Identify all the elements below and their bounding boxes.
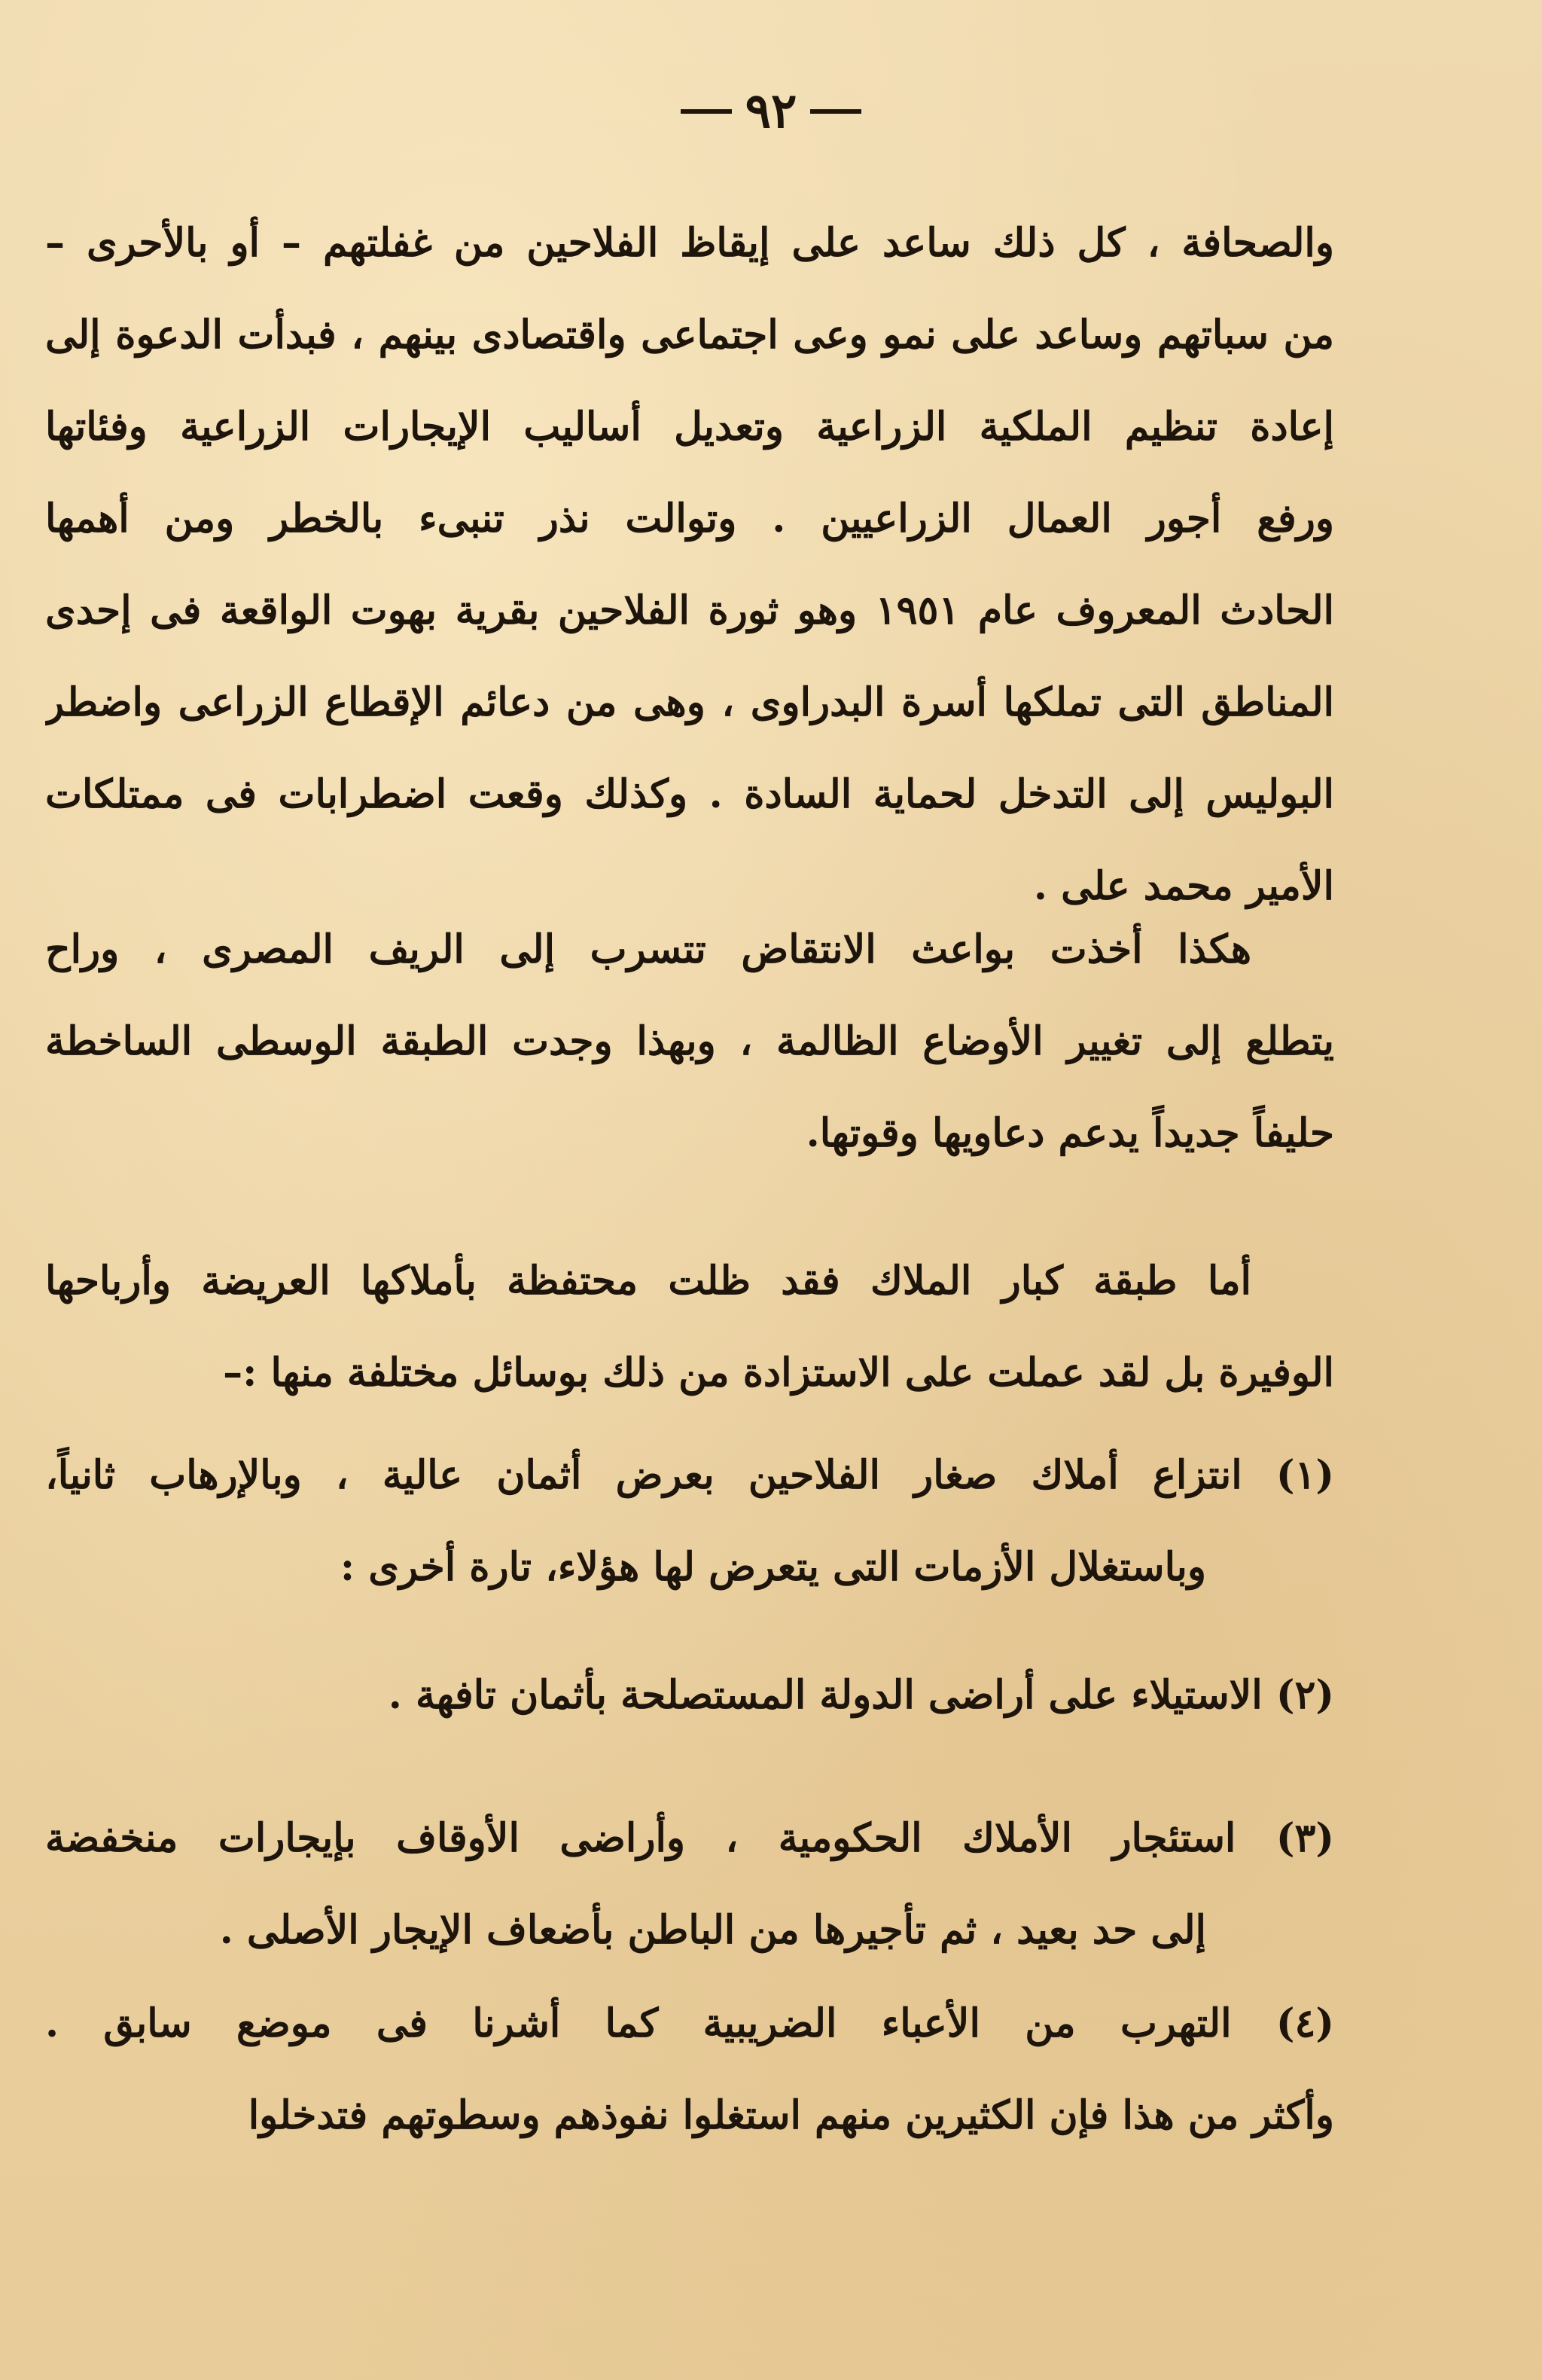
text-line: حليفاً جديداً يدعم دعاويها وقوتها.: [806, 1110, 1334, 1156]
page-number-value: ٩٢: [745, 83, 797, 139]
list-item-3: [45, 1793, 1334, 1976]
text-line: (٣) استئجار الأملاك الحكومية ، وأراضى الأوقاف بإيجارات منخفضة: [45, 1815, 1334, 1861]
text-line: وأكثر من هذا فإن الكثيرين منهم استغلوا نفوذهم وسطوتهم فتدخلوا: [248, 2092, 1334, 2138]
text-line: (٢) الاستيلاء على أراضى الدولة المستصلحة بأثمان تافهة .: [388, 1672, 1334, 1718]
page-number-dash-left: [681, 109, 732, 114]
text-line: الحادث المعروف عام ١٩٥١ وهو ثورة الفلاحين بقرية بهوت الواقعة فى إحدى: [45, 587, 1334, 633]
paragraph-rural-unrest: [45, 904, 1334, 1179]
text-line: الوفيرة بل لقد عملت على الاستزادة من ذلك بوسائل مختلفة منها :–: [223, 1350, 1334, 1396]
text-line: وباستغلال الأزمات التى يتعرض لها هؤلاء، تارة أخرى :: [340, 1544, 1206, 1590]
text-line: من سباتهم وساعد على نمو وعى اجتماعى واقتصادى بينهم ، فبدأت الدعوة إلى: [45, 312, 1334, 358]
text-line: إلى حد بعيد ، ثم تأجيرها من الباطن بأضعاف الإيجار الأصلى .: [219, 1907, 1206, 1953]
paragraph-intro: [45, 197, 1334, 932]
paragraph-landowners: [45, 1235, 1334, 1419]
list-item-4: [45, 1978, 1334, 2162]
list-item-1: [45, 1430, 1334, 1613]
list-item-2: [45, 1649, 1334, 1741]
text-line: ورفع أجور العمال الزراعيين . وتوالت نذر تنبىء بالخطر ومن أهمها: [45, 496, 1334, 542]
text-line: إعادة تنظيم الملكية الزراعية وتعديل أساليب الإيجارات الزراعية وفئاتها: [45, 404, 1334, 450]
text-line: الأمير محمد على .: [1033, 863, 1334, 909]
text-line: (٤) التهرب من الأعباء الضريبية كما أشرنا فى موضع سابق .: [45, 2000, 1334, 2046]
page-number: [0, 79, 1542, 139]
text-line: أما طبقة كبار الملاك فقد ظلت محتفظة بأملاكها العريضة وأرباحها: [45, 1258, 1251, 1304]
text-line: يتطلع إلى تغيير الأوضاع الظالمة ، وبهذا وجدت الطبقة الوسطى الساخطة: [45, 1018, 1334, 1064]
text-line: المناطق التى تملكها أسرة البدراوى ، وهى من دعائم الإقطاع الزراعى واضطر: [45, 679, 1334, 725]
page-number-dash-right: [810, 109, 861, 114]
text-line: والصحافة ، كل ذلك ساعد على إيقاظ الفلاحين من غفلتهم – أو بالأحرى –: [45, 220, 1334, 266]
text-line: (١) انتزاع أملاك صغار الفلاحين بعرض أثمان عالية ، وبالإرهاب ثانياً،: [45, 1452, 1334, 1498]
text-line: البوليس إلى التدخل لحماية السادة . وكذلك وقعت اضطرابات فى ممتلكات: [45, 771, 1334, 817]
text-line: هكذا أخذت بواعث الانتقاض تتسرب إلى الريف المصرى ، وراح: [45, 926, 1251, 972]
